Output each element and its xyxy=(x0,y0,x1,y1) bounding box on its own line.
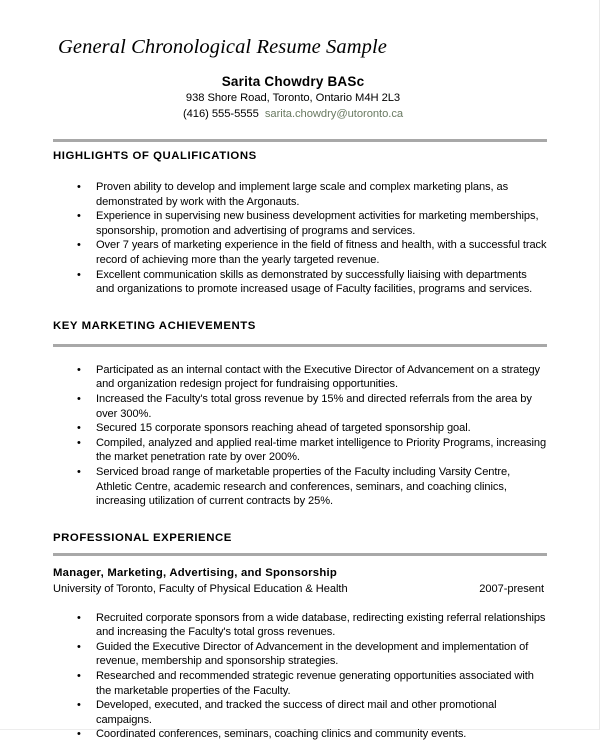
list-item xyxy=(53,640,547,669)
candidate-contact-line xyxy=(53,107,533,123)
achievements-list xyxy=(53,363,547,509)
list-item xyxy=(53,268,547,297)
list-item xyxy=(53,209,547,238)
list-item-text: Coordinated conferences, seminars, coaching clinics and community events. xyxy=(96,728,467,741)
candidate-email[interactable]: sarita.chowdry@utoronto.ca xyxy=(264,107,404,120)
section-heading-experience: PROFESSIONAL EXPERIENCE xyxy=(53,531,232,544)
page-title: General Chronological Resume Sample xyxy=(58,36,387,58)
list-item-text: Excellent communication skills as demonstrated by successfully liaising with departments and organizations to promote increased usage of Faculty facilities, programs and services. xyxy=(96,268,533,296)
list-item xyxy=(53,180,547,209)
bullet-icon: • xyxy=(77,728,81,741)
bullet-icon: • xyxy=(77,181,81,193)
list-item-text: Participated as an internal contact with the Executive Director of Advancement on a strategy and organization redesign project for fundraising opportunities. xyxy=(96,363,541,391)
list-item xyxy=(53,363,547,392)
list-item xyxy=(53,669,547,698)
bullet-icon: • xyxy=(77,363,81,376)
list-item-text: Serviced broad range of marketable properties of the Faculty including Varsity Centre, Athletic Centre, academic research and conferences, seminars, and coaching clinics, increasing utilization of current contracts by 25%. xyxy=(96,465,511,508)
section-heading-highlights: HIGHLIGHTS OF QUALIFICATIONS xyxy=(53,150,257,162)
list-item xyxy=(53,436,547,465)
bullet-icon: • xyxy=(77,699,81,712)
list-item-text: Guided the Executive Director of Advancement in the development and implementation of revenue, membership and sponsorship strategies. xyxy=(96,640,529,668)
candidate-address: 938 Shore Road, Toronto, Ontario M4H 2L3 xyxy=(185,92,401,104)
bullet-icon: • xyxy=(77,640,81,653)
highlights-list xyxy=(53,180,547,297)
bullet-icon: • xyxy=(77,268,81,281)
list-item-text: Experience in supervising new business development activities for marketing memberships, sponsorship, promotion and advertising of programs and services. xyxy=(96,210,539,237)
list-item-text: Researched and recommended strategic revenue generating opportunities associated with the marketable properties of the Faculty. xyxy=(96,670,534,697)
list-item xyxy=(53,238,547,267)
bullet-icon: • xyxy=(77,465,81,478)
bullet-icon: • xyxy=(77,670,81,683)
list-item xyxy=(53,611,547,640)
bullet-icon: • xyxy=(77,239,81,252)
section-heading-achievements: KEY MARKETING ACHIEVEMENTS xyxy=(53,319,256,332)
list-item xyxy=(53,421,547,436)
bullet-icon: • xyxy=(77,611,81,624)
list-item-text: Recruited corporate sponsors from a wide database, redirecting existing referral relationships and increasing the Faculty's total gross revenues. xyxy=(96,611,546,639)
list-item-text: Developed, executed, and tracked the success of direct mail and other promotional campaigns. xyxy=(96,699,497,726)
candidate-phone: (416) 555-5555 xyxy=(182,107,259,120)
list-item-text: Secured 15 corporate sponsors reaching ahead of targeted sponsorship goal. xyxy=(96,422,471,435)
contact-header xyxy=(53,73,547,122)
list-item xyxy=(53,392,547,421)
list-item-text: Increased the Faculty's total gross revenue by 15% and directed referrals from the area by over 300%. xyxy=(96,392,532,420)
candidate-name: Sarita Chowdry BASc xyxy=(221,74,365,89)
job-employer: University of Toronto, Faculty of Physical Education & Health xyxy=(53,582,348,595)
list-item xyxy=(53,698,547,727)
bullet-icon: • xyxy=(77,210,81,223)
bullet-icon: • xyxy=(77,392,81,405)
bullet-icon: • xyxy=(77,436,81,449)
list-item-text: Compiled, analyzed and applied real-time market intelligence to Priority Programs, increasing the market penetration rate by over 200%. xyxy=(96,436,547,464)
job-title: Manager, Marketing, Advertising, and Sponsorship xyxy=(53,566,338,579)
experience-list xyxy=(53,611,547,742)
list-item-text: Proven ability to develop and implement large scale and complex marketing plans, as demonstrated by work with the Argonauts. xyxy=(96,181,509,208)
job-employer-row xyxy=(53,581,547,597)
list-item-text: Over 7 years of marketing experience in the field of fitness and health, with a successful track record of achieving more than the yearly targeted revenue. xyxy=(96,239,547,266)
list-item xyxy=(53,465,547,509)
job-dates: 2007-present xyxy=(479,582,544,595)
bullet-icon: • xyxy=(77,422,81,435)
